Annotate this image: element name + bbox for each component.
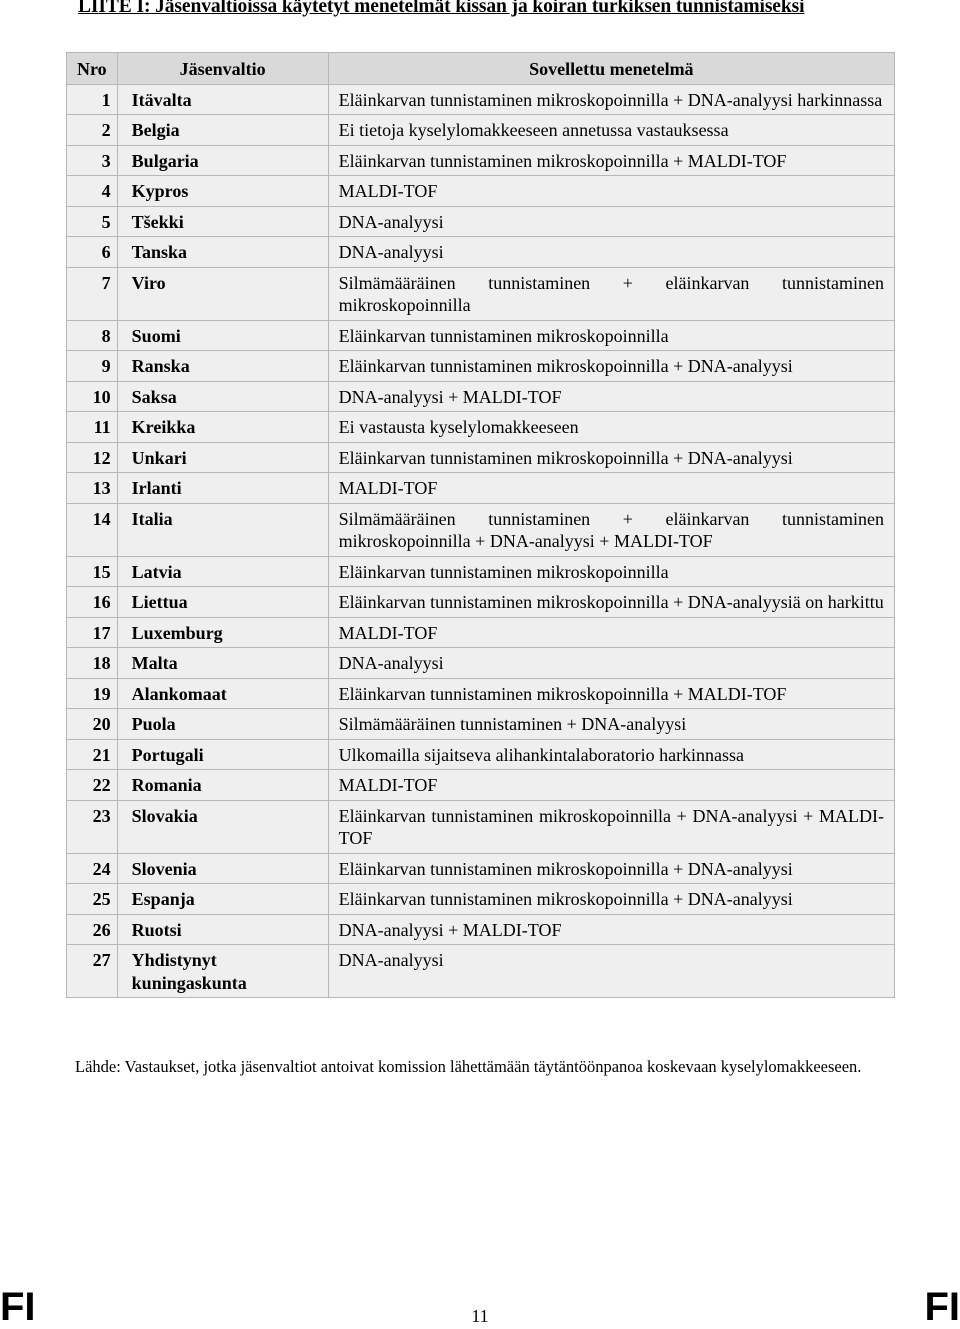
row-number-cell: 25	[67, 884, 118, 915]
table-row	[67, 678, 895, 709]
member-state-cell: Suomi	[117, 320, 328, 351]
member-state-cell: Luxemburg	[117, 617, 328, 648]
page-title: LIITE I: Jäsenvaltioissa käytetyt menetelmät kissan ja koiran turkiksen tunnistamiseksi	[78, 0, 805, 17]
member-state-cell: Romania	[117, 770, 328, 801]
row-number-cell: 26	[67, 914, 118, 945]
method-cell: Eläinkarvan tunnistaminen mikroskopoinnilla + DNA-analyysi	[328, 442, 894, 473]
table-row	[67, 206, 895, 237]
method-cell: DNA-analyysi	[328, 206, 894, 237]
method-cell: MALDI-TOF	[328, 617, 894, 648]
row-number-cell: 19	[67, 678, 118, 709]
method-cell: Eläinkarvan tunnistaminen mikroskopoinnilla	[328, 320, 894, 351]
member-state-cell: Liettua	[117, 587, 328, 618]
method-cell: Eläinkarvan tunnistaminen mikroskopoinnilla + DNA-analyysi + MALDI-TOF	[328, 800, 894, 853]
page-number: 11	[471, 1306, 489, 1326]
member-state-cell: Alankomaat	[117, 678, 328, 709]
row-number-cell: 11	[67, 412, 118, 443]
method-cell: Eläinkarvan tunnistaminen mikroskopoinnilla + MALDI-TOF	[328, 678, 894, 709]
member-state-cell: Itävalta	[117, 84, 328, 115]
table-row	[67, 884, 895, 915]
table-body	[67, 84, 895, 998]
row-number-cell: 9	[67, 351, 118, 382]
method-cell: MALDI-TOF	[328, 770, 894, 801]
row-number-cell: 18	[67, 648, 118, 679]
method-cell: Silmämääräinen tunnistaminen + eläinkarvan tunnistaminen mikroskopoinnilla + DNA-analyysi + MALDI-TOF	[328, 503, 894, 556]
table-row	[67, 587, 895, 618]
row-number-cell: 17	[67, 617, 118, 648]
method-cell: DNA-analyysi	[328, 945, 894, 998]
table-row	[67, 709, 895, 740]
method-cell: Eläinkarvan tunnistaminen mikroskopoinnilla + DNA-analyysiä on harkittu	[328, 587, 894, 618]
footer-language-code-right: FI	[924, 1285, 960, 1329]
row-number-cell: 14	[67, 503, 118, 556]
member-state-cell: Kypros	[117, 176, 328, 207]
row-number-cell: 12	[67, 442, 118, 473]
member-state-cell: Viro	[117, 267, 328, 320]
member-state-cell: Espanja	[117, 884, 328, 915]
method-cell: Eläinkarvan tunnistaminen mikroskopoinnilla + DNA-analyysi harkinnassa	[328, 84, 894, 115]
member-state-cell: Latvia	[117, 556, 328, 587]
methods-table	[66, 52, 895, 998]
table-row	[67, 237, 895, 268]
header-method: Sovellettu menetelmä	[328, 53, 894, 85]
member-state-cell: Ranska	[117, 351, 328, 382]
member-state-cell: Puola	[117, 709, 328, 740]
row-number-cell: 16	[67, 587, 118, 618]
member-state-cell: Belgia	[117, 115, 328, 146]
method-cell: Ei vastausta kyselylomakkeeseen	[328, 412, 894, 443]
row-number-cell: 13	[67, 473, 118, 504]
member-state-cell: Tanska	[117, 237, 328, 268]
member-state-cell: Portugali	[117, 739, 328, 770]
row-number-cell: 2	[67, 115, 118, 146]
table-row	[67, 617, 895, 648]
table-header-row	[67, 53, 895, 85]
table-row	[67, 473, 895, 504]
member-state-cell: Italia	[117, 503, 328, 556]
table-row	[67, 115, 895, 146]
table-row	[67, 739, 895, 770]
table-row	[67, 145, 895, 176]
row-number-cell: 10	[67, 381, 118, 412]
row-number-cell: 3	[67, 145, 118, 176]
member-state-cell: Kreikka	[117, 412, 328, 443]
header-nro: Nro	[67, 53, 118, 85]
row-number-cell: 24	[67, 853, 118, 884]
member-state-cell: Saksa	[117, 381, 328, 412]
method-cell: Silmämääräinen tunnistaminen + DNA-analyysi	[328, 709, 894, 740]
method-cell: Ei tietoja kyselylomakkeeseen annetussa vastauksessa	[328, 115, 894, 146]
row-number-cell: 7	[67, 267, 118, 320]
table-row	[67, 945, 895, 998]
method-cell: Eläinkarvan tunnistaminen mikroskopoinnilla + DNA-analyysi	[328, 853, 894, 884]
row-number-cell: 8	[67, 320, 118, 351]
method-cell: Ulkomailla sijaitseva alihankintalaboratorio harkinnassa	[328, 739, 894, 770]
member-state-cell: Slovenia	[117, 853, 328, 884]
method-cell: Eläinkarvan tunnistaminen mikroskopoinnilla	[328, 556, 894, 587]
method-cell: Eläinkarvan tunnistaminen mikroskopoinnilla + MALDI-TOF	[328, 145, 894, 176]
table-row	[67, 412, 895, 443]
footer-language-code-left: FI	[0, 1285, 36, 1329]
table-row	[67, 770, 895, 801]
row-number-cell: 27	[67, 945, 118, 998]
row-number-cell: 20	[67, 709, 118, 740]
method-cell: Silmämääräinen tunnistaminen + eläinkarvan tunnistaminen mikroskopoinnilla	[328, 267, 894, 320]
member-state-cell: Ruotsi	[117, 914, 328, 945]
table-row	[67, 800, 895, 853]
table-row	[67, 853, 895, 884]
method-cell: DNA-analyysi	[328, 237, 894, 268]
member-state-cell: Irlanti	[117, 473, 328, 504]
table-row	[67, 556, 895, 587]
row-number-cell: 6	[67, 237, 118, 268]
method-cell: DNA-analyysi + MALDI-TOF	[328, 381, 894, 412]
row-number-cell: 23	[67, 800, 118, 853]
table-row	[67, 381, 895, 412]
member-state-cell: Unkari	[117, 442, 328, 473]
row-number-cell: 15	[67, 556, 118, 587]
source-note: Lähde: Vastaukset, jotka jäsenvaltiot antoivat komission lähettämään täytäntöönpanoa koskevaan kyselylomakkeeseen.	[75, 1057, 862, 1076]
table-row	[67, 267, 895, 320]
table-row	[67, 648, 895, 679]
row-number-cell: 22	[67, 770, 118, 801]
header-member-state: Jäsenvaltio	[117, 53, 328, 85]
table-row	[67, 351, 895, 382]
method-cell: MALDI-TOF	[328, 473, 894, 504]
member-state-cell: Yhdistynyt kuningaskunta	[117, 945, 328, 998]
table-row	[67, 442, 895, 473]
row-number-cell: 5	[67, 206, 118, 237]
member-state-cell: Malta	[117, 648, 328, 679]
table-row	[67, 503, 895, 556]
method-cell: Eläinkarvan tunnistaminen mikroskopoinnilla + DNA-analyysi	[328, 884, 894, 915]
row-number-cell: 4	[67, 176, 118, 207]
member-state-cell: Slovakia	[117, 800, 328, 853]
row-number-cell: 21	[67, 739, 118, 770]
row-number-cell: 1	[67, 84, 118, 115]
member-state-cell: Tšekki	[117, 206, 328, 237]
table-row	[67, 84, 895, 115]
method-cell: DNA-analyysi + MALDI-TOF	[328, 914, 894, 945]
table-row	[67, 914, 895, 945]
table-row	[67, 320, 895, 351]
method-cell: MALDI-TOF	[328, 176, 894, 207]
member-state-cell: Bulgaria	[117, 145, 328, 176]
table-row	[67, 176, 895, 207]
method-cell: DNA-analyysi	[328, 648, 894, 679]
method-cell: Eläinkarvan tunnistaminen mikroskopoinnilla + DNA-analyysi	[328, 351, 894, 382]
